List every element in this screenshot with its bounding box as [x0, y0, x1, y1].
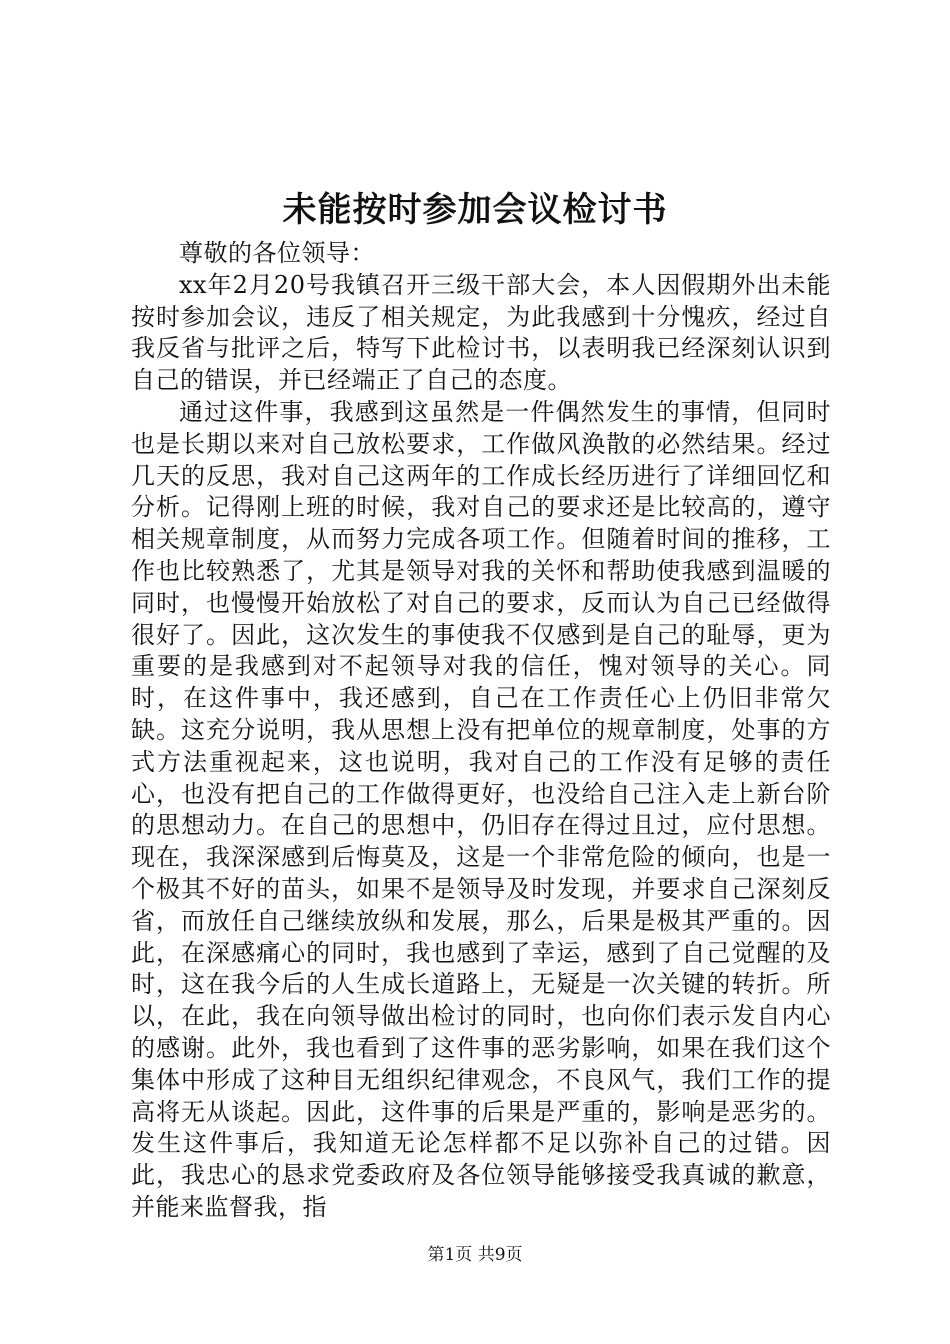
paragraph-1: xx年2月20号我镇召开三级干部大会，本人因假期外出未能按时参加会议，违反了相关规定，为此我感到十分愧疚，经过自我反省与批评之后，特写下此检讨书，以表明我已经深刻认识到自己的错误，并已经端正了自己的态度。 [131, 270, 831, 395]
page-footer: 第1页 共9页 [427, 1245, 523, 1265]
paragraph-2: 通过这件事，我感到这虽然是一件偶然发生的事情，但同时也是长期以来对自己放松要求，工作做风涣散的必然结果。经过几天的反思，我对自己这两年的工作成长经历进行了详细回忆和分析。记得刚上班的时候，我对自己的要求还是比较高的，遵守相关规章制度，从而努力完成各项工作。但随着时间的推移，工作也比较熟悉了，尤其是领导对我的关怀和帮助使我感到温暖的同时，也慢慢开始放松了对自己的要求，反而认为自己已经做得很好了。因此，这次发生的事使我不仅感到是自己的耻辱，更为重要的是我感到对不起领导对我的信任，愧对领导的关心。同时，在这件事中，我还感到，自己在工作责任心上仍旧非常欠缺。这充分说明，我从思想上没有把单位的规章制度，处事的方式方法重视起来，这也说明，我对自己的工作没有足够的责任心，也没有把自己的工作做得更好，也没给自己注入走上新台阶的思想动力。在自己的思想中，仍旧存在得过且过，应付思想。现在，我深深感到后悔莫及，这是一个非常危险的倾向，也是一个极其不好的苗头，如果不是领导及时发现，并要求自己深刻反省，而放任自己继续放纵和发展，那么，后果是极其严重的。因此，在深感痛心的同时，我也感到了幸运，感到了自己觉醒的及时，这在我今后的人生成长道路上，无疑是一次关键的转折。所以，在此，我在向领导做出检讨的同时，也向你们表示发自内心的感谢。此外，我也看到了这件事的恶劣影响，如果在我们这个集体中形成了这种目无组织纪律观念，不良风气，我们工作的提高将无从谈起。因此，这件事的后果是严重的，影响是恶劣的。发生这件事后，我知道无论怎样都不足以弥补自己的过错。因此，我忠心的恳求党委政府及各位领导能够接受我真诚的歉意，并能来监督我，指 [131, 397, 831, 1221]
salutation: 尊敬的各位领导： [179, 239, 375, 267]
page-title: 未能按时参加会议检讨书 [282, 190, 668, 230]
document-body [131, 238, 831, 1224]
